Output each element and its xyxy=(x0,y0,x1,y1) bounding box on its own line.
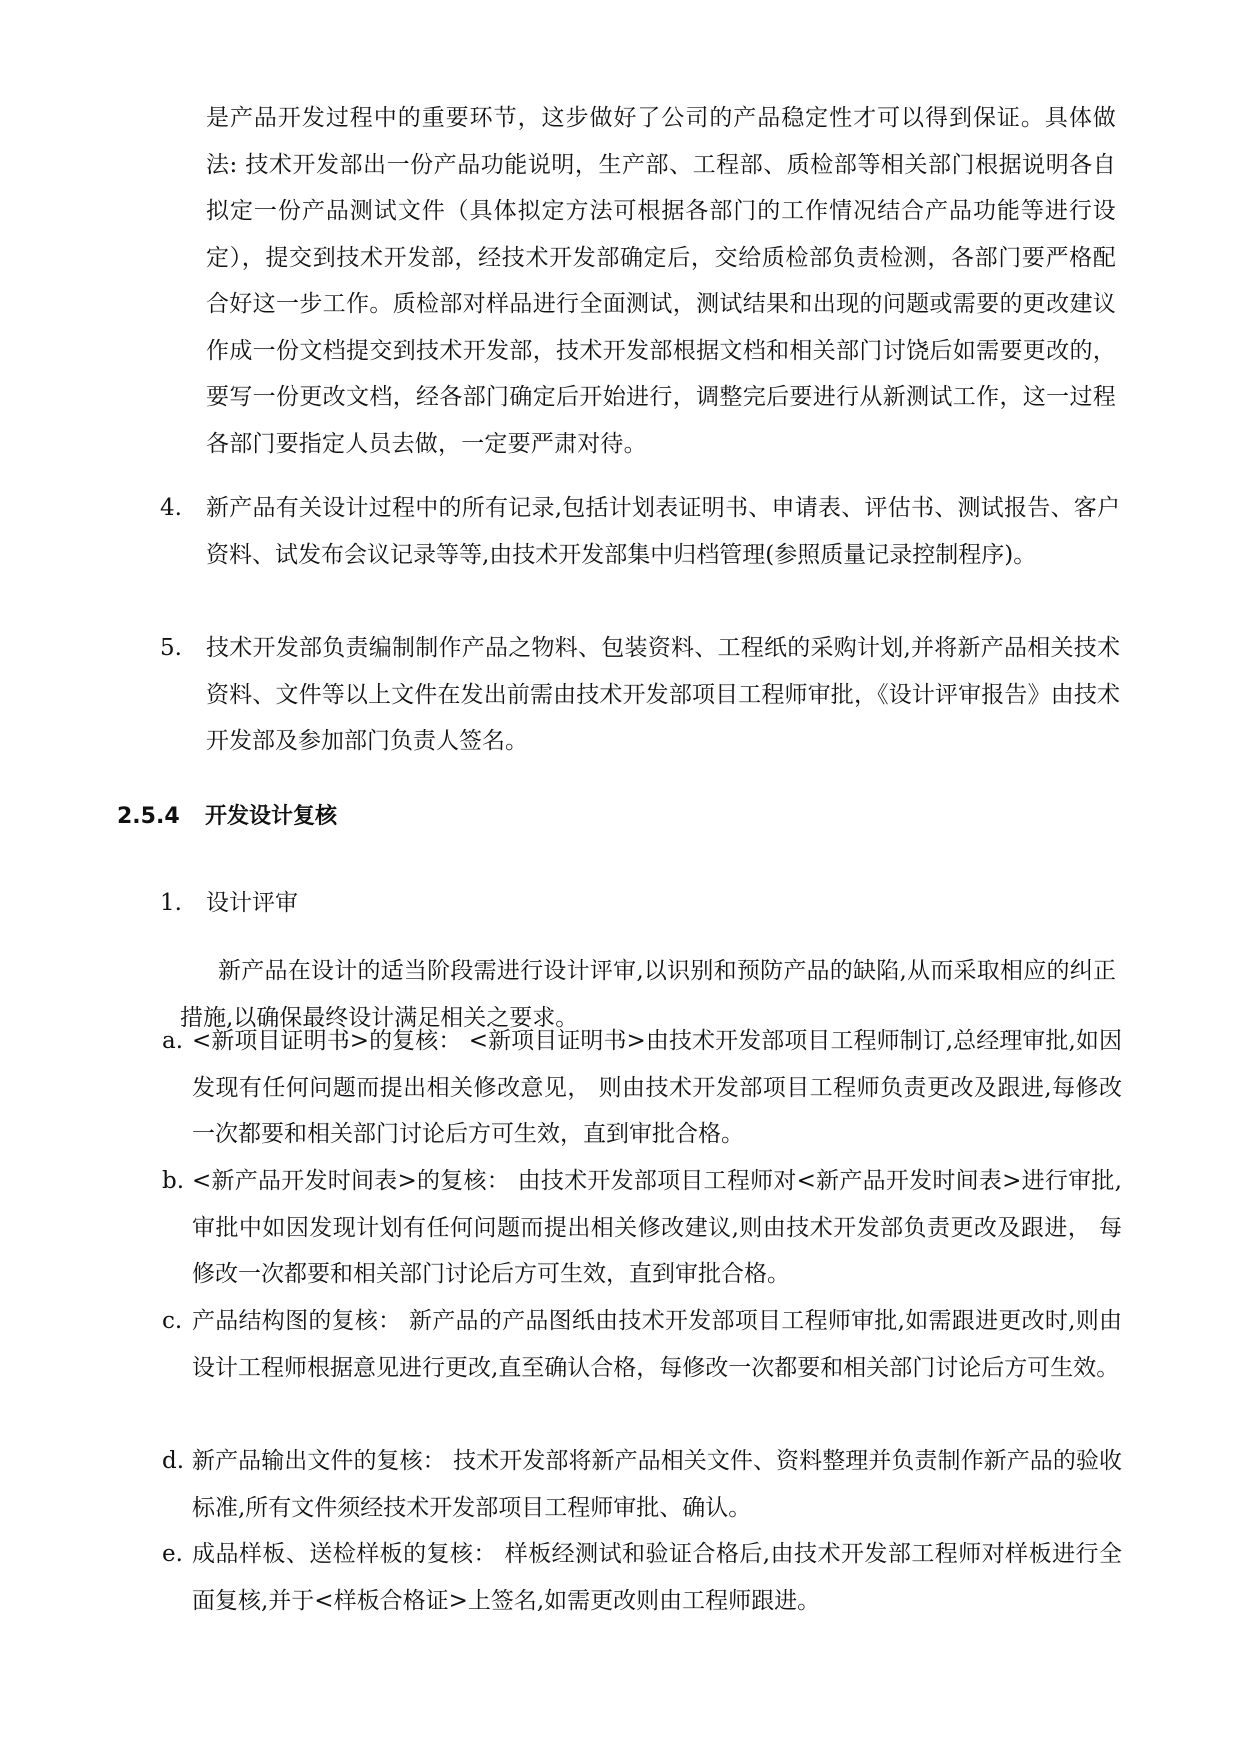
review-title: 设计评审 xyxy=(206,890,298,916)
subitem-text: 产品结构图的复核： 新产品的产品图纸由技术开发部项目工程师审批,如需跟进更改时,则由设计工程师根据意见进行更改,直至确认合格，每修改一次都要和相关部门讨论后方可生效。 xyxy=(192,1308,1122,1381)
subitem-mark: a. xyxy=(162,1028,184,1054)
subitem-mark: e. xyxy=(162,1541,183,1567)
section-title: 开发设计复核 xyxy=(205,804,338,829)
list-item-5 xyxy=(160,625,1120,765)
section-number: 2.5.4 xyxy=(117,804,180,829)
subitem-text: 新产品输出文件的复核： 技术开发部将新产品相关文件、资料整理并负责制作新产品的验收标准,所有文件须经技术开发部项目工程师审批、确认。 xyxy=(192,1448,1122,1521)
review-number: 1. xyxy=(160,890,182,916)
review-item xyxy=(160,880,1120,927)
list-item-number: 5. xyxy=(160,635,182,661)
subitem-mark: b. xyxy=(162,1168,185,1194)
review-intro: 新产品在设计的适当阶段需进行设计评审,以识别和预防产品的缺陷,从而采取相应的纠正措施,以确保最终设计满足相关之要求。 xyxy=(180,958,1116,1031)
subitem-mark: c. xyxy=(162,1308,183,1334)
list-item-4 xyxy=(160,485,1120,578)
continued-paragraph: 是产品开发过程中的重要环节，这步做好了公司的产品稳定性才可以得到保证。具体做法: 技术开发部出一份产品功能说明，生产部、工程部、质检部等相关部门根据说明各自拟定一份产品测试文件（具体拟定方法可根据各部门的工作情况结合产品功能等进行设定），提交到技术开发部，经技术开发部确定后，交给质检部负责检测，各部门要严格配合好这一步工作。质检部对样品进行全面测试，测试结果和出现的问题或需要的更改建议作成一份文档提交到技术开发部，技术开发部根据文档和相关部门讨饶后如需要更改的，要写一份更改文档，经各部门确定后开始进行，调整完后要进行从新测试工作，这一过程各部门要指定人员去做，一定要严肃对待。 xyxy=(206,105,1116,457)
subitem-mark: d. xyxy=(162,1448,185,1474)
subitem-text: <新产品开发时间表>的复核： 由技术开发部项目工程师对<新产品开发时间表>进行审批,审批中如因发现计划有任何问题而提出相关修改建议,则由技术开发部负责更改及跟进， 每修改一次都要和相关部门讨论后方可生效，直到审批合格。 xyxy=(192,1168,1122,1287)
subitem-d xyxy=(162,1438,1122,1531)
subitem-a xyxy=(162,1018,1122,1158)
section-heading xyxy=(117,802,337,832)
subitem-b xyxy=(162,1158,1122,1298)
list-item-number: 4. xyxy=(160,495,182,521)
subitem-e xyxy=(162,1531,1122,1624)
list-item-text: 新产品有关设计过程中的所有记录,包括计划表证明书、申请表、评估书、测试报告、客户资料、试发布会议记录等等,由技术开发部集中归档管理(参照质量记录控制程序)。 xyxy=(206,495,1120,568)
subitem-text: 成品样板、送检样板的复核： 样板经测试和验证合格后,由技术开发部工程师对样板进行全面复核,并于<样板合格证>上签名,如需更改则由工程师跟进。 xyxy=(192,1541,1122,1614)
subitem-c xyxy=(162,1298,1122,1391)
subitem-text: <新项目证明书>的复核： <新项目证明书>由技术开发部项目工程师制订,总经理审批,如因发现有任何问题而提出相关修改意见， 则由技术开发部项目工程师负责更改及跟进,每修改一次都要和相关部门讨论后方可生效，直到审批合格。 xyxy=(192,1028,1122,1147)
list-item-text: 技术开发部负责编制制作产品之物料、包装资料、工程纸的采购计划,并将新产品相关技术资料、文件等以上文件在发出前需由技术开发部项目工程师审批，《设计评审报告》由技术开发部及参加部门负责人签名。 xyxy=(206,635,1120,754)
